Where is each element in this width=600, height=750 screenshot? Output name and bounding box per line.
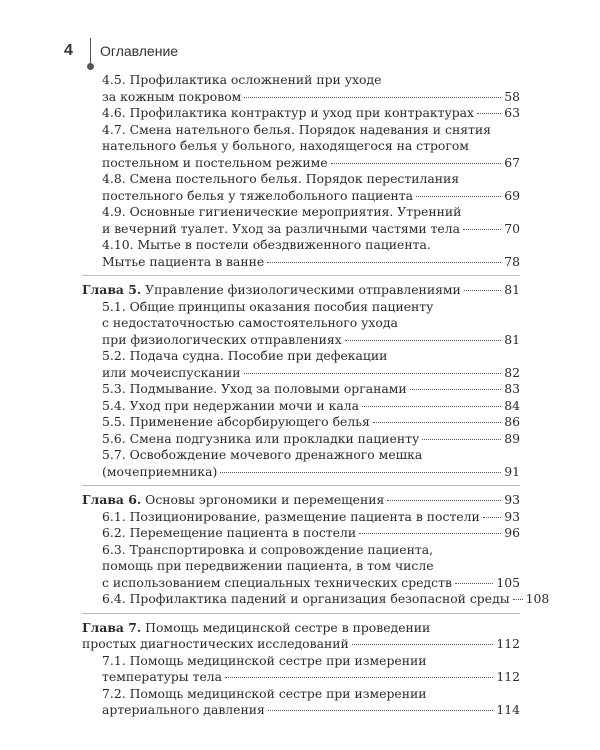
chapter-title: Управление физиологическими отправлениями — [145, 282, 461, 297]
dot-leader — [464, 290, 501, 291]
page-ref: 67 — [504, 154, 520, 170]
toc-line: 4.7. Смена нательного белья. Порядок надевания и снятия — [102, 121, 491, 137]
running-title: Оглавление — [100, 43, 179, 59]
page-ref: 105 — [496, 574, 520, 590]
toc-line: 5.1. Общие принципы оказания пособия пациенту — [102, 298, 434, 314]
toc-line: с недостаточностью самостоятельного ухода — [102, 315, 398, 330]
toc-line: температуры тела — [102, 669, 223, 684]
page-ref: 78 — [504, 253, 520, 269]
header-divider — [90, 38, 91, 66]
toc-line: 4.10. Мытье в постели обездвиженного пациента. — [102, 237, 431, 252]
chapter-title: Основы эргономики и перемещения — [145, 492, 385, 507]
toc-line: с использованием специальных технических средств — [102, 574, 452, 590]
toc-entry-5-3[interactable] — [82, 381, 520, 398]
page-ref: 86 — [504, 414, 520, 429]
toc-line: за кожным покровом — [102, 88, 242, 104]
dot-leader — [362, 406, 501, 407]
toc-entry-6-2[interactable] — [82, 525, 520, 542]
toc-entry-4-8[interactable] — [82, 171, 520, 204]
toc-line: 4.9. Основные гигиенические мероприятия. Утренний — [102, 204, 462, 219]
page-ref: 108 — [525, 591, 550, 606]
toc-entry-5-4[interactable] — [82, 398, 520, 415]
dot-leader — [422, 439, 501, 440]
toc-line: нательного белья у больного, находящегося на строгом — [102, 138, 469, 153]
toc-entry-5-5[interactable] — [82, 414, 520, 431]
toc-entry-7-1[interactable] — [82, 653, 520, 686]
dot-leader — [345, 340, 502, 341]
dot-leader — [373, 422, 501, 423]
toc-line: 5.2. Подача судна. Пособие при дефекации — [102, 348, 388, 363]
page-ref: 91 — [504, 463, 520, 479]
dot-leader — [244, 373, 502, 374]
page-ref: 89 — [504, 430, 520, 446]
toc-line: 7.1. Помощь медицинской сестре при измерении — [102, 652, 427, 668]
chapter-label: Глава 7. — [82, 619, 142, 635]
toc-entry-4-5[interactable] — [82, 72, 520, 105]
toc-line: 6.1. Позиционирование, размещение пациента в постели — [102, 508, 480, 524]
page-ref: 69 — [504, 187, 520, 203]
page-ref: 58 — [504, 88, 520, 104]
dot-leader — [455, 583, 493, 584]
dot-leader — [410, 389, 502, 390]
toc-line: или мочеиспускании — [102, 364, 241, 380]
toc-entry-6-3[interactable] — [82, 542, 520, 592]
page-ref: 84 — [504, 397, 520, 413]
toc-entry-6-4[interactable] — [82, 591, 550, 608]
dot-leader — [513, 599, 523, 600]
page-ref: 93 — [504, 508, 520, 524]
chapter-title: Помощь медицинской сестре в проведении — [145, 619, 431, 635]
toc-line: (мочеприемника) — [102, 463, 218, 479]
chapter-divider — [82, 613, 520, 614]
toc-line: 4.6. Профилактика контрактур и уход при контрактурах — [102, 105, 475, 120]
page-number: 4 — [64, 42, 73, 59]
dot-leader — [352, 644, 494, 645]
page-ref: 93 — [504, 492, 520, 507]
toc-chapter-7[interactable] — [82, 620, 520, 653]
toc-entry-4-7[interactable] — [82, 122, 520, 172]
dot-leader — [387, 500, 501, 501]
toc-chapter-5[interactable] — [82, 282, 520, 299]
toc-line: артериального давления — [102, 702, 265, 717]
toc-entry-4-6[interactable] — [82, 105, 520, 122]
toc-line: 5.7. Освобождение мочевого дренажного мешка — [102, 447, 423, 462]
dot-leader — [220, 472, 501, 473]
chapter-label: Глава 5. — [82, 282, 142, 297]
chapter-divider — [82, 485, 520, 486]
dot-leader — [359, 533, 501, 534]
page-ref: 63 — [504, 105, 520, 120]
page-ref: 83 — [504, 381, 520, 396]
toc-entry-4-10[interactable] — [82, 237, 520, 270]
chapter-divider — [82, 275, 520, 276]
toc-line: постельном и постельном режиме — [102, 154, 328, 170]
toc-line: 4.5. Профилактика осложнений при уходе — [102, 72, 382, 87]
dot-leader — [225, 677, 493, 678]
toc-line: 5.4. Уход при недержании мочи и кала — [102, 397, 359, 413]
toc-line: 5.6. Смена подгузника или прокладки пациенту — [102, 430, 420, 446]
header-dot — [87, 63, 94, 70]
toc-entry-6-1[interactable] — [82, 509, 520, 526]
page-ref: 112 — [496, 669, 520, 684]
toc-line: 6.2. Перемещение пациента в постели — [102, 525, 357, 540]
toc-entry-5-1[interactable] — [82, 299, 520, 349]
toc-line: постельного белья у тяжелобольного пациента — [102, 187, 414, 203]
chapter-title: простых диагностических исследований — [82, 636, 349, 651]
toc-line: и вечерний туалет. Уход за различными частями тела — [102, 220, 461, 236]
toc-entry-5-2[interactable] — [82, 348, 520, 381]
toc-entry-5-7[interactable] — [82, 447, 520, 480]
toc-entry-5-6[interactable] — [82, 431, 520, 448]
page-ref: 114 — [496, 702, 520, 717]
page-ref: 81 — [504, 331, 520, 347]
toc-line: 7.2. Помощь медицинской сестре при измерении — [102, 685, 427, 701]
toc-line: 6.3. Транспортировка и сопровождение пациента, — [102, 541, 434, 557]
page-ref: 112 — [496, 636, 520, 651]
page-ref: 96 — [504, 525, 520, 540]
table-of-contents — [82, 72, 550, 719]
toc-line: Мытье пациента в ванне — [102, 253, 265, 269]
dot-leader — [477, 113, 501, 114]
toc-line: 5.3. Подмывание. Уход за половыми органами — [102, 381, 407, 396]
page-ref: 70 — [504, 220, 520, 236]
toc-line: помощь при передвижении пациента, в том числе — [102, 558, 434, 573]
toc-line: 5.5. Применение абсорбирующего белья — [102, 414, 370, 429]
page-ref: 81 — [504, 282, 520, 297]
dot-leader — [416, 196, 501, 197]
dot-leader — [267, 262, 501, 263]
dot-leader — [483, 517, 501, 518]
dot-leader — [331, 163, 502, 164]
dot-leader — [463, 229, 501, 230]
toc-entry-4-9[interactable] — [82, 204, 520, 237]
toc-line: 6.4. Профилактика падений и организация безопасной среды — [102, 591, 510, 606]
chapter-label: Глава 6. — [82, 492, 142, 507]
toc-line: при физиологических отправлениях — [102, 331, 342, 347]
page-ref: 82 — [504, 364, 520, 380]
dot-leader — [244, 97, 501, 98]
toc-chapter-6[interactable] — [82, 492, 520, 509]
running-header — [64, 36, 178, 66]
toc-entry-7-2[interactable] — [82, 686, 520, 719]
toc-line: 4.8. Смена постельного белья. Порядок перестилания — [102, 171, 460, 186]
dot-leader — [268, 710, 494, 711]
